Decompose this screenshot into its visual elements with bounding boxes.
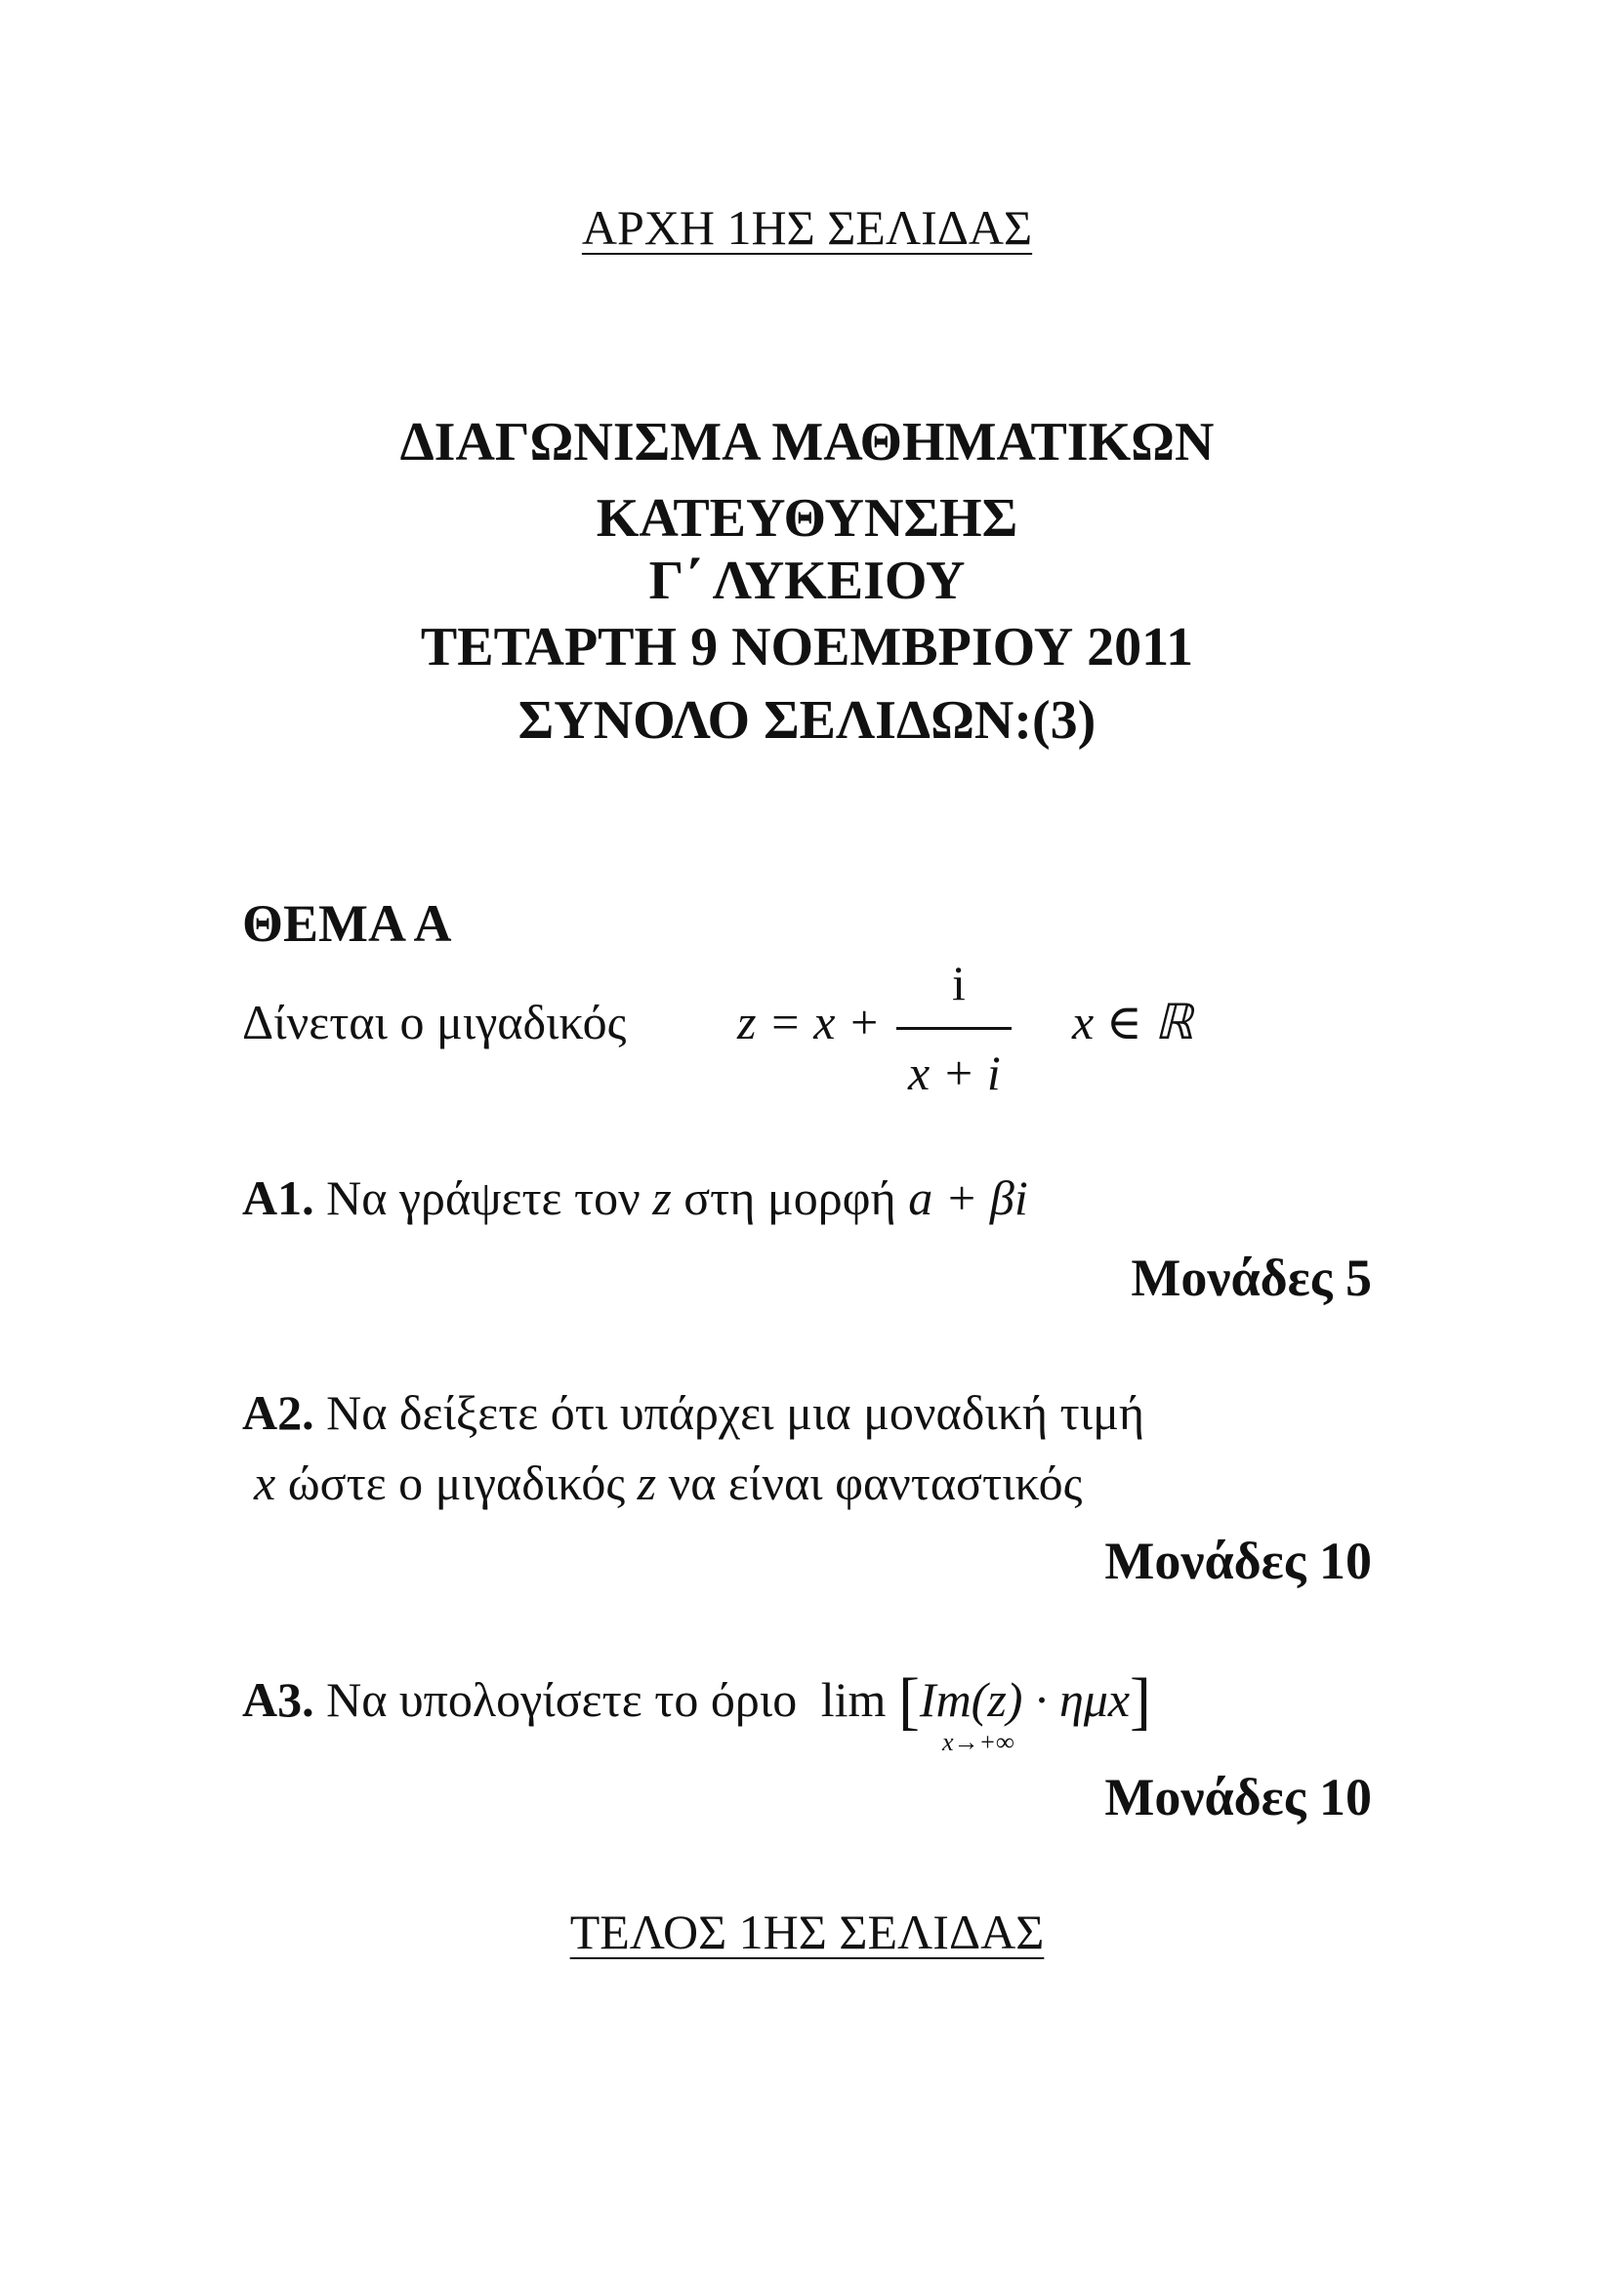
question-a1-text-before: Να γράψετε τον xyxy=(326,1170,641,1225)
question-a3-text: Να υπολογίσετε το όριο xyxy=(326,1672,798,1727)
question-a2-var-z: z xyxy=(637,1456,657,1510)
question-a2-label: Α2. xyxy=(242,1385,314,1440)
question-a2-text1: Να δείξετε ότι υπάρχει μια μοναδική τιμή xyxy=(326,1385,1145,1440)
question-a2-points: Μονάδες 10 xyxy=(1104,1532,1372,1590)
question-a1-points: Μονάδες 5 xyxy=(1131,1249,1372,1307)
left-bracket: [ xyxy=(897,1665,920,1737)
question-a2-text2: ώστε ο μιγαδικός xyxy=(287,1456,626,1510)
fraction-denominator: x + i xyxy=(908,1046,1001,1100)
exam-date: ΤΕΤΑΡΤΗ 9 ΝΟΕΜΒΡΙΟΥ 2011 xyxy=(420,617,1194,677)
question-a2-var-x: x xyxy=(254,1456,276,1510)
intro-text: Δίνεται ο μιγαδικός xyxy=(242,995,627,1049)
question-a2-line1 xyxy=(242,1384,1144,1441)
fraction-bar xyxy=(896,1027,1012,1030)
question-a2-text3: να είναι φανταστικός xyxy=(668,1456,1083,1510)
right-bracket: ] xyxy=(1130,1665,1152,1737)
page-end-marker: ΤΕΛΟΣ 1ΗΣ ΣΕΛΙΔΑΣ xyxy=(569,1905,1045,1959)
question-a2-line2 xyxy=(254,1455,1082,1511)
question-a3-label: Α3. xyxy=(242,1672,314,1727)
exam-grade: Γ΄ ΛΥΚΕΙΟΥ xyxy=(648,551,966,611)
exam-page-count: ΣΥΝΟΛΟ ΣΕΛΙΔΩΝ:(3) xyxy=(517,690,1097,751)
section-heading: ΘΕΜΑ Α xyxy=(242,894,452,953)
intro-domain: x ∈ ℝ xyxy=(1072,995,1193,1049)
question-a3-points: Μονάδες 10 xyxy=(1104,1768,1372,1826)
limit-subscript: x→+∞ xyxy=(942,1728,1014,1756)
limit-expression: Im(z) · ημx xyxy=(919,1672,1131,1727)
question-a1-text-after: στη μορφή xyxy=(683,1170,896,1225)
page-start-marker: ΑΡΧΗ 1ΗΣ ΣΕΛΙΔΑΣ xyxy=(581,200,1033,255)
limit-operator: lim xyxy=(820,1672,887,1727)
question-a3 xyxy=(242,1664,1151,1739)
question-a1-label: Α1. xyxy=(242,1170,314,1225)
exam-title: ΔΙΑΓΩΝΙΣΜΑ ΜΑΘΗΜΑΤΙΚΩΝ xyxy=(399,412,1215,472)
question-a1-var: z xyxy=(652,1170,672,1225)
fraction-numerator: i xyxy=(952,956,966,1010)
question-a1-form: a + βi xyxy=(908,1170,1028,1225)
intro-formula-lhs: z = x + xyxy=(737,995,881,1049)
question-a1 xyxy=(242,1169,1028,1226)
exam-track: ΚΑΤΕΥΘΥΝΣΗΣ xyxy=(596,488,1018,549)
